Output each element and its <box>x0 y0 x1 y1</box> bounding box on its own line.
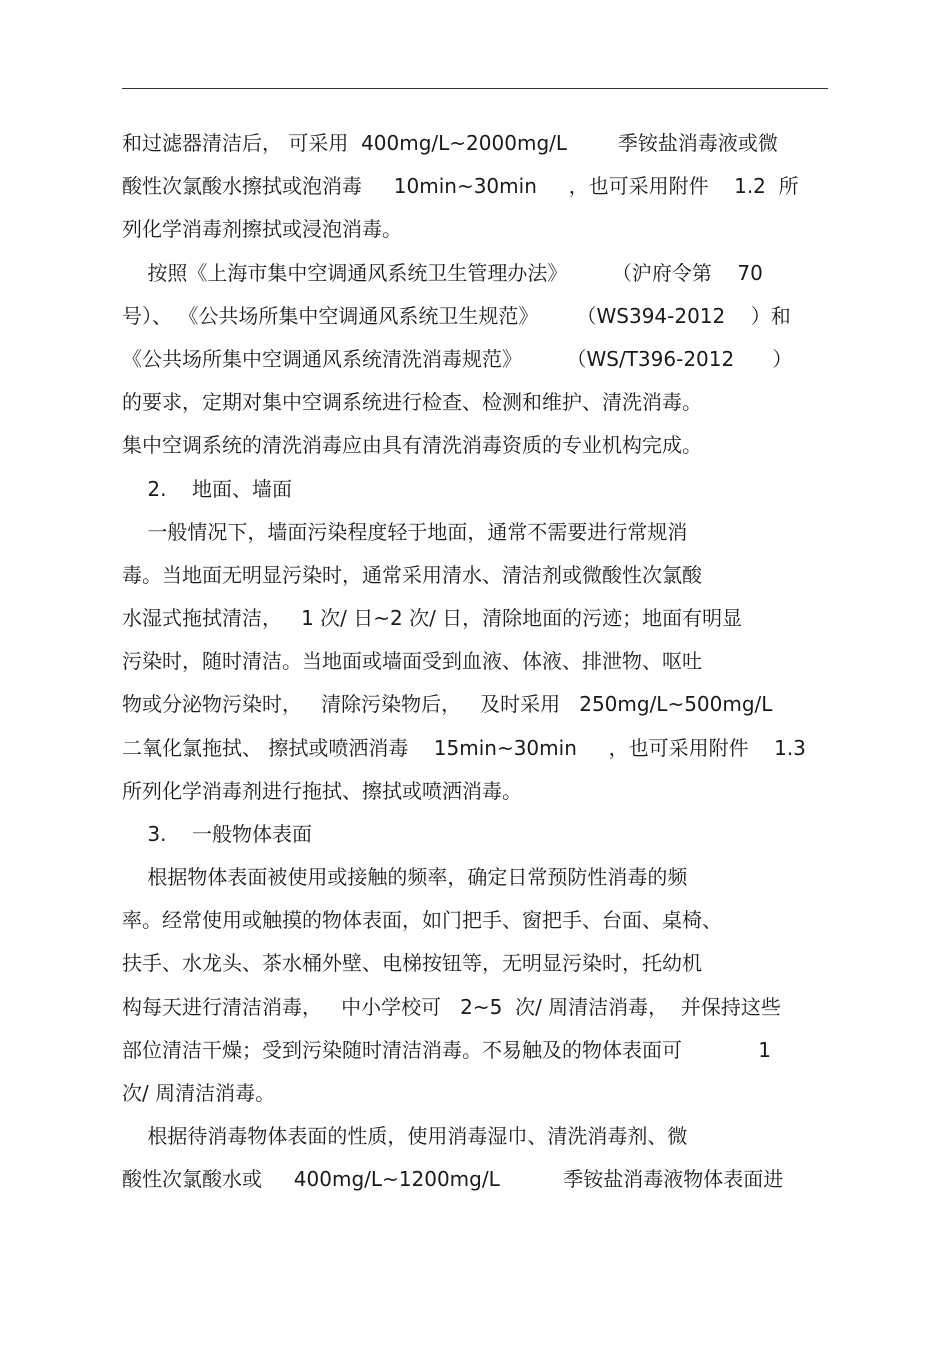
text-line: 构每天进行清洁消毒， 中小学校可 2~5 次/ 周清洁消毒， 并保持这些 <box>122 995 781 1019</box>
text-line: 号）、 《公共场所集中空调通风系统卫生规范》 （WS394-2012 ）和 <box>122 304 791 328</box>
text-line: 扶手、水龙头、茶水桶外壁、电梯按钮等，无明显污染时，托幼机 <box>122 951 702 975</box>
text-line: 《公共场所集中空调通风系统清洗消毒规范》 （WS/T396-2012 ） <box>122 347 793 371</box>
text-line: 水湿式拖拭清洁， 1 次/ 日~2 次/ 日，清除地面的污迹；地面有明显 <box>122 606 743 630</box>
text-line: 根据待消毒物体表面的性质，使用消毒湿巾、清洗消毒剂、微 <box>122 1124 688 1148</box>
text-line: 的要求，定期对集中空调系统进行检查、检测和维护、清洗消毒。 <box>122 390 702 414</box>
text-line: 部位清洁干燥；受到污染随时清洁消毒。不易触及的物体表面可 1 <box>122 1038 772 1062</box>
text-line: 列化学消毒剂擦拭或浸泡消毒。 <box>122 217 402 241</box>
text-line: 酸性次氯酸水或 400mg/L~1200mg/L 季铵盐消毒液物体表面进 <box>122 1167 784 1191</box>
text-line: 和过滤器清洁后， 可采用 400mg/L~2000mg/L 季铵盐消毒液或微 <box>122 131 778 155</box>
text-line: 物或分泌物污染时， 清除污染物后， 及时采用 250mg/L~500mg/L <box>122 692 773 716</box>
section-heading: 2. 地面、墙面 <box>122 477 292 501</box>
text-line: 酸性次氯酸水擦拭或泡消毒 10min~30min ，也可采用附件 1.2 所 <box>122 174 799 198</box>
text-line: 次/ 周清洁消毒。 <box>122 1081 276 1105</box>
text-line: 毒。当地面无明显污染时，通常采用清水、清洁剂或微酸性次氯酸 <box>122 563 702 587</box>
text-line: 集中空调系统的清洗消毒应由具有清洗消毒资质的专业机构完成。 <box>122 433 702 457</box>
text-line: 根据物体表面被使用或接触的频率，确定日常预防性消毒的频 <box>122 865 688 889</box>
text-line: 污染时，随时清洁。当地面或墙面受到血液、体液、排泄物、呕吐 <box>122 649 702 673</box>
text-line: 一般情况下，墙面污染程度轻于地面，通常不需要进行常规消 <box>122 520 688 544</box>
text-line: 按照《上海市集中空调通风系统卫生管理办法》 （沪府令第 70 <box>122 261 763 285</box>
header-rule <box>122 88 828 89</box>
text-line: 二氧化氯拖拭、 擦拭或喷洒消毒 15min~30min ，也可采用附件 1.3 <box>122 736 806 760</box>
text-line: 率。经常使用或触摸的物体表面，如门把手、窗把手、台面、桌椅、 <box>122 908 722 932</box>
text-line: 所列化学消毒剂进行拖拭、擦拭或喷洒消毒。 <box>122 779 522 803</box>
section-heading: 3. 一般物体表面 <box>122 822 312 846</box>
